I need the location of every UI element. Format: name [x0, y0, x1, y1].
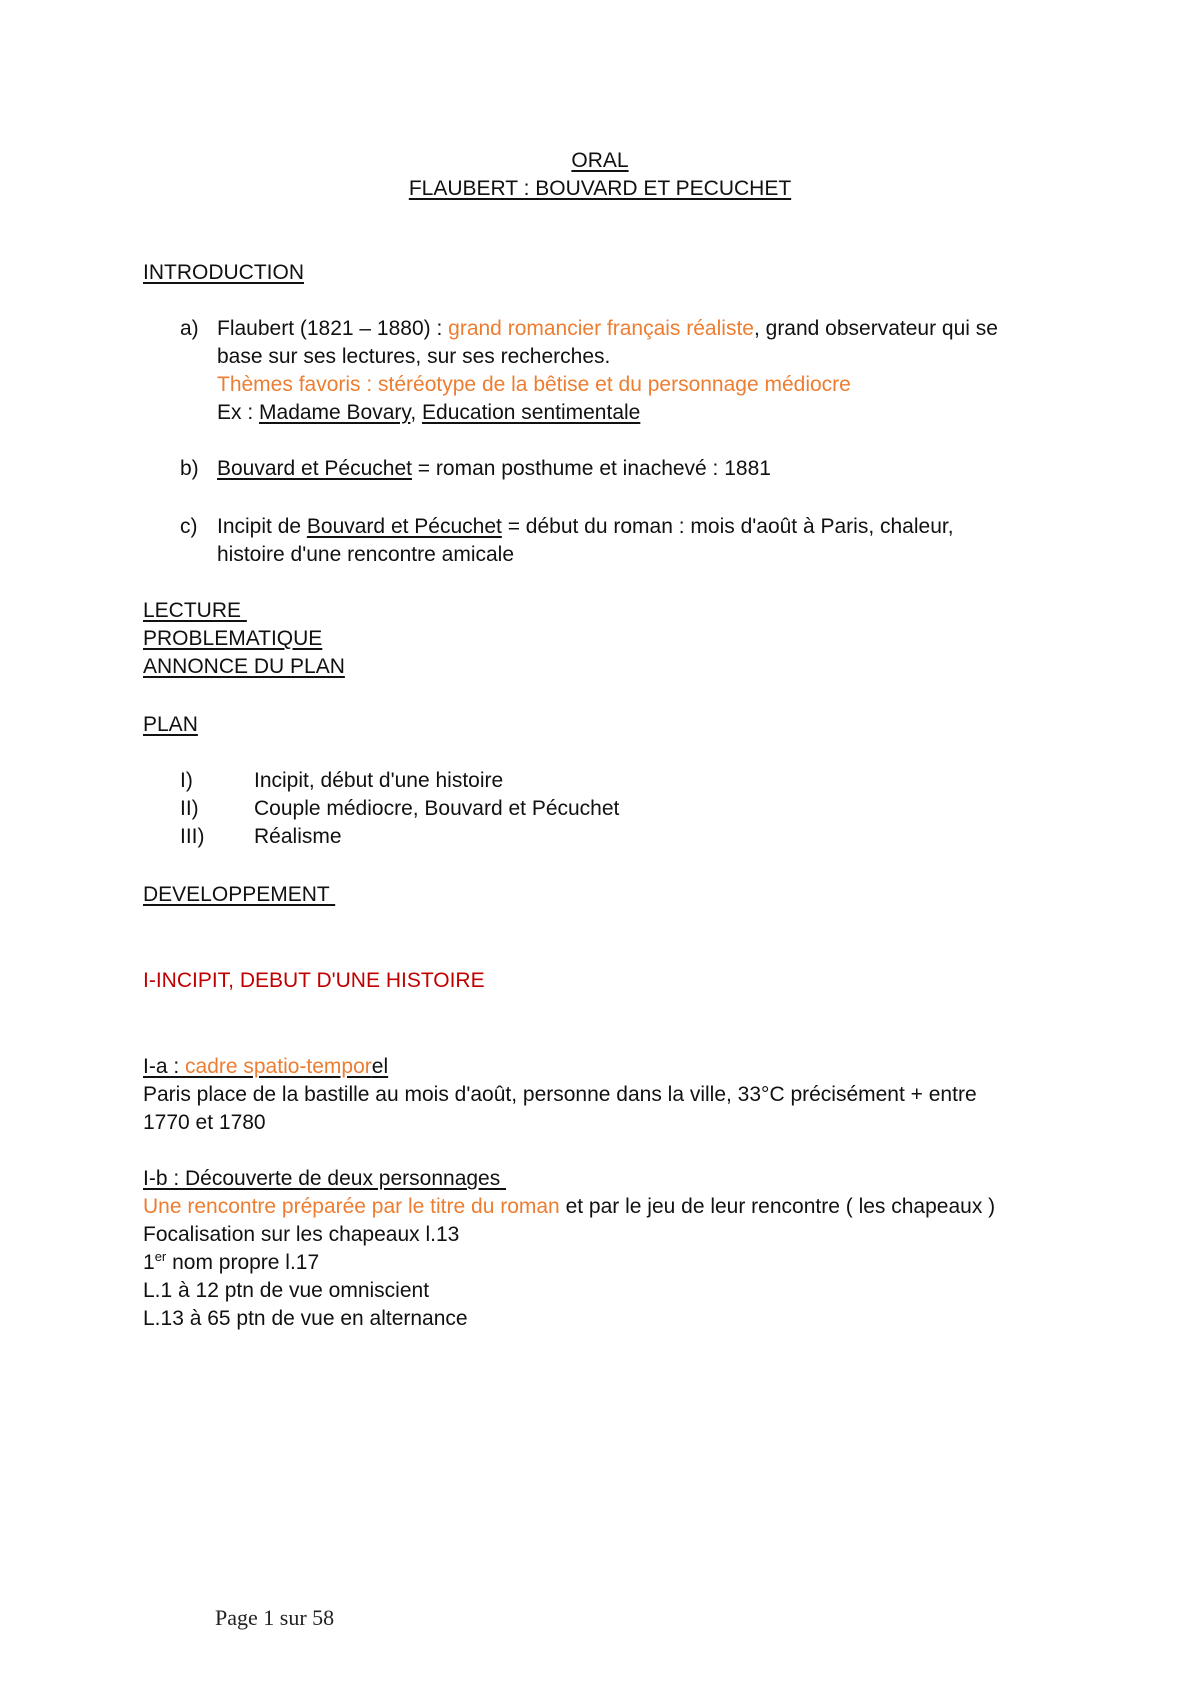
intro-c-line2: histoire d'une rencontre amicale — [217, 543, 515, 566]
ib-line5: L.13 à 65 ptn de vue en alternance — [143, 1307, 468, 1330]
list-marker: c) — [180, 515, 198, 538]
doc-title: ORAL — [571, 149, 629, 172]
ia-heading: I-a : cadre spatio-temporel — [143, 1055, 389, 1078]
list-marker: b) — [180, 457, 199, 480]
intro-a-examples: Ex : Madame Bovary, Education sentimentale — [217, 401, 641, 424]
part1-title: I-INCIPIT, DEBUT D'UNE HISTOIRE — [143, 969, 485, 992]
developpement-heading: DEVELOPPEMENT — [143, 883, 336, 906]
ia-line1: Paris place de la bastille au mois d'août, personne dans la ville, 33°C précisément + entre — [143, 1083, 977, 1106]
intro-a-line1: Flaubert (1821 – 1880) : grand romancier français réaliste, grand observateur qui se — [217, 317, 998, 340]
intro-a-line2: base sur ses lectures, sur ses recherches. — [217, 345, 611, 368]
annonce-plan-heading: ANNONCE DU PLAN — [143, 655, 345, 678]
lecture-heading: LECTURE — [143, 599, 247, 622]
ib-heading: I-b : Découverte de deux personnages — [143, 1167, 507, 1190]
plan-heading: PLAN — [143, 713, 198, 736]
ib-line3: 1er nom propre l.17 — [143, 1249, 320, 1274]
ia-line2: 1770 et 1780 — [143, 1111, 266, 1134]
ib-line4: L.1 à 12 ptn de vue omniscient — [143, 1279, 430, 1302]
list-marker: a) — [180, 317, 199, 340]
intro-a-themes: Thèmes favoris : stéréotype de la bêtise et du personnage médiocre — [217, 373, 851, 396]
page-footer: Page 1 sur 58 — [215, 1605, 335, 1630]
problematique-heading: PROBLEMATIQUE — [143, 627, 323, 650]
document-page: ORAL FLAUBERT : BOUVARD ET PECUCHET INTRODUCTION a) Flaubert (1821 – 1880) : grand romancier français réaliste, grand observateur qui se base sur ses lectures, sur ses recherches. Thèmes favoris : stéréotype de la bêtise et du personnage médiocre Ex : Madame Bovary, Education sentimentale b) Bouvard et Pécuchet = roman posthume et inachevé : 1881 c) Incipit de Bouvard et Pécuchet = début du roman : mois d'août à Paris, chaleur, histoire d'une rencontre amicale LECTURE PROBLEMATIQUE ANNONCE DU PLAN PLAN I) Incipit, début d'une histoire II) Couple médiocre, Bouvard et Pécuchet III) Réalisme DEVELOPPEMENT I-INCIPIT, DEBUT D'UNE HISTOIRE I-a : cadre spatio-temporel Paris place de la bastille au mois d'août, personne dans la ville, 33°C précisément + entre 1770 et 1780 I-b : Découverte de deux personnages Une rencontre préparée par le titre du roman et par le jeu de leur rencontre ( les chapeaux ) Focalisation sur les chapeaux l.13 1er nom propre l.17 L.1 à 12 ptn de vue omniscient L.13 à 65 ptn de vue en alternance Page 1 sur 58 — [0, 0, 1200, 1698]
introduction-heading: INTRODUCTION — [143, 261, 304, 284]
ib-line1: Une rencontre préparée par le titre du roman et par le jeu de leur rencontre ( les chapeaux ) — [143, 1195, 996, 1218]
ib-line2: Focalisation sur les chapeaux l.13 — [143, 1223, 460, 1246]
doc-subtitle: FLAUBERT : BOUVARD ET PECUCHET — [408, 177, 792, 200]
